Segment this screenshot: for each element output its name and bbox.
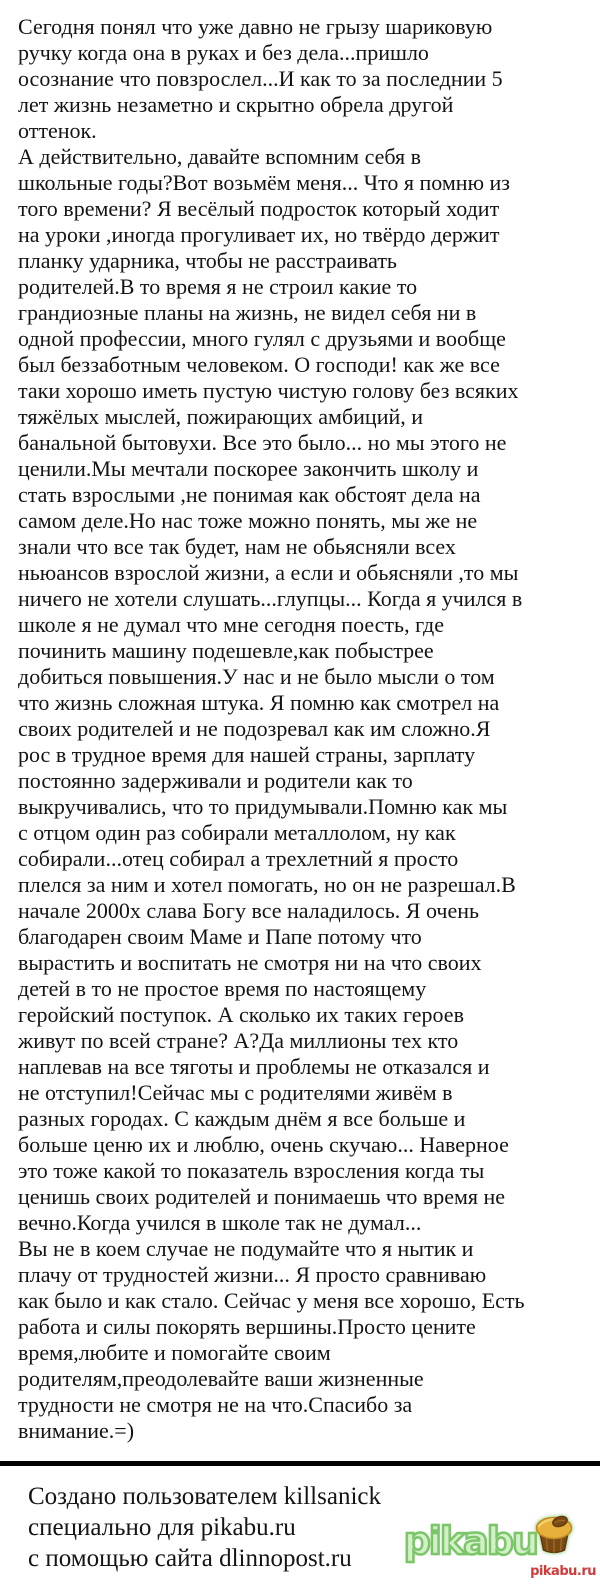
text-line: банальной бытовухи. Все это было... но мы этого не bbox=[18, 430, 507, 455]
credit-line: с помощью сайта dlinnopost.ru bbox=[28, 1545, 352, 1572]
text-line: добиться повышения.У нас и не было мысли о том bbox=[18, 664, 495, 689]
text-line: школьные годы?Вот возьмём меня... Что я помню из bbox=[18, 170, 510, 195]
text-line: ничего не хотели слушать...глупцы... Когда я учился в bbox=[18, 586, 523, 611]
text-line: самом деле.Но нас тоже можно понять, мы же не bbox=[18, 508, 478, 533]
text-line: плелся за ним и хотел помогать, но он не разрешал.В bbox=[18, 872, 516, 897]
text-line: собирали...отец собирал а трехлетний я просто bbox=[18, 846, 459, 871]
pikabu-watermark: pikabu.ru bbox=[530, 1564, 596, 1579]
text-line: рос в трудное время для нашей страны, зарплату bbox=[18, 742, 476, 767]
text-line: вечно.Когда учился в школе так не думал... bbox=[18, 1210, 422, 1235]
text-line: таки хорошо иметь пустую чистую голову без всяких bbox=[18, 378, 519, 403]
text-line: геройский поступок. А сколько их таких героев bbox=[18, 1002, 464, 1027]
text-line: трудности не смотря не на что.Спасибо за bbox=[18, 1392, 413, 1417]
text-line: оттенок. bbox=[18, 118, 97, 143]
muffin-icon bbox=[530, 1514, 578, 1561]
text-line: починить машину подешевле,как побыстрее bbox=[18, 638, 434, 663]
text-line: больше ценю их и люблю, очень скучаю... Наверное bbox=[18, 1132, 509, 1157]
text-line: разных городах. С каждым днём я все больше и bbox=[18, 1106, 466, 1131]
text-line: был беззаботным человеком. О господи! как же все bbox=[18, 352, 500, 377]
text-line: как было и как стало. Сейчас у меня все хорошо, Есть bbox=[18, 1288, 525, 1313]
text-line: на уроки ,иногда прогуливает их, но твёрдо держит bbox=[18, 222, 500, 247]
text-line: одной профессии, много гулял с друзьями и вообще bbox=[18, 326, 506, 351]
text-line: время,любите и помогайте своим bbox=[18, 1340, 331, 1365]
pikabu-logo bbox=[404, 1520, 578, 1561]
text-line: родителей.В то время я не строил какие то bbox=[18, 274, 418, 299]
text-line: плачу от трудностей жизни... Я просто сравниваю bbox=[18, 1262, 487, 1287]
post-body-text bbox=[18, 14, 596, 1444]
text-line: начале 2000х слава Богу все наладилось. Я очень bbox=[18, 898, 480, 923]
text-line: вырастить и воспитать не смотря ни на что своих bbox=[18, 950, 482, 975]
text-line: ручку когда она в руках и без дела...пришло bbox=[18, 40, 429, 65]
text-line: лет жизнь незаметно и скрытно обрела другой bbox=[18, 92, 454, 117]
text-line: не отступил!Сейчас мы с родителями живём в bbox=[18, 1080, 453, 1105]
text-line: постоянно задерживали и родители как то bbox=[18, 768, 413, 793]
text-line: стать взрослыми ,не понимая как обстоят дела на bbox=[18, 482, 481, 507]
text-line: детей в то не простое время по настоящему bbox=[18, 976, 427, 1001]
text-line: наплевав на все тяготы и проблемы не отказался и bbox=[18, 1054, 490, 1079]
text-line: того времени? Я весёлый подросток который ходит bbox=[18, 196, 500, 221]
text-line: с отцом один раз собирали металлолом, ну как bbox=[18, 820, 456, 845]
text-line: выкручивались, что то придумывали.Помню как мы bbox=[18, 794, 508, 819]
text-line: что жизнь сложная штука. Я помню как смотрел на bbox=[18, 690, 500, 715]
text-line: своих родителей и не подозревал как им сложно.Я bbox=[18, 716, 491, 741]
text-line: ньюансов взрослой жизни, а если и обьясняли ,то мы bbox=[18, 560, 519, 585]
text-line: ценили.Мы мечтали поскорее закончить школу и bbox=[18, 456, 479, 481]
text-line: благодарен своим Маме и Папе потому что bbox=[18, 924, 422, 949]
credit-line: Создано пользователем killsanick bbox=[28, 1483, 381, 1510]
text-line: внимание.=) bbox=[18, 1418, 135, 1443]
text-line: ценишь своих родителей и понимаешь что время не bbox=[18, 1184, 506, 1209]
text-line: Сегодня понял что уже давно не грызу шариковую bbox=[18, 14, 493, 39]
text-line: знали что все так будет, нам не обьясняли всех bbox=[18, 534, 456, 559]
text-line: школе я не думал что мне сегодня поесть, где bbox=[18, 612, 444, 637]
credit-line: специально для pikabu.ru bbox=[28, 1514, 296, 1541]
text-line: родителям,преодолевайте ваши жизненные bbox=[18, 1366, 424, 1391]
text-line: тяжёлых мыслей, пожирающих амбиций, и bbox=[18, 404, 424, 429]
text-line: Вы не в коем случае не подумайте что я нытик и bbox=[18, 1236, 474, 1261]
text-line: А действительно, давайте вспомним себя в bbox=[18, 144, 422, 169]
text-line: живут по всей стране? А?Да миллионы тех кто bbox=[18, 1028, 459, 1053]
text-line: осознание что повзрослел...И как то за последнии 5 bbox=[18, 66, 503, 91]
text-line: работа и силы покорять вершины.Просто цените bbox=[18, 1314, 476, 1339]
text-line: грандиозные планы на жизнь, не видел себя ни в bbox=[18, 300, 477, 325]
footer-bar bbox=[0, 1466, 600, 1584]
text-line: это тоже какой то показатель взросления когда ты bbox=[18, 1158, 485, 1183]
text-line: планку ударника, чтобы не расстраивать bbox=[18, 248, 397, 273]
pikabu-logo-text: pikabu bbox=[403, 1518, 537, 1563]
footer-credits bbox=[28, 1481, 381, 1574]
